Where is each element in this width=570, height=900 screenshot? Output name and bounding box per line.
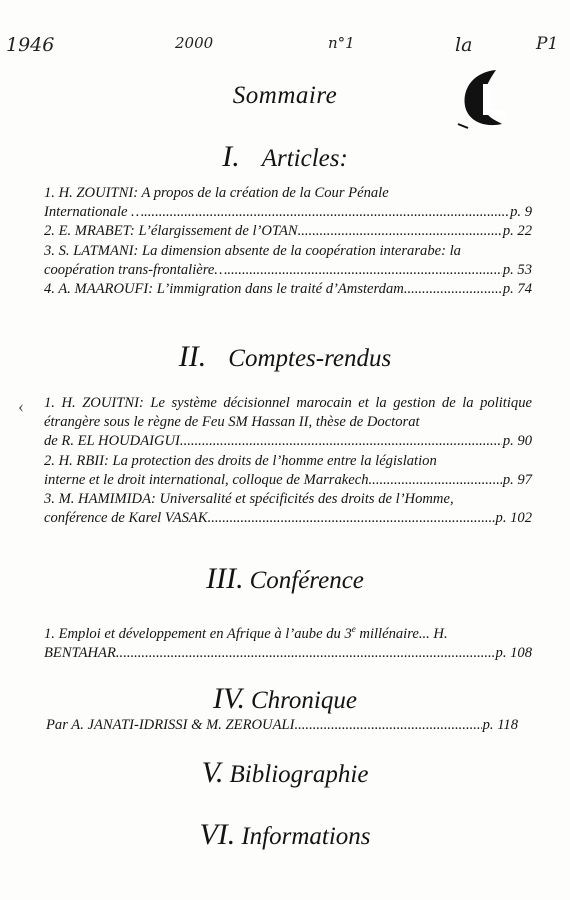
section-title: Comptes-rendus [228, 345, 392, 372]
chronique-list [46, 716, 518, 735]
section-numeral: II. [178, 340, 207, 373]
section-heading-conference [0, 562, 570, 596]
list-item: 3. M. HAMIMIDA: Universalité et spécificités des droits de l’Homme, conférence de Karel VASAK ..... p. 102 [44, 490, 532, 528]
list-item: 1. Emploi et développement en Afrique à l’aube du 3e millénaire... H. BENTAHAR ..... p. 108 [44, 620, 532, 663]
handwritten-mark: la [455, 34, 473, 56]
section-heading-bibliographie [0, 756, 570, 790]
handwritten-page-ref: P1 [536, 34, 559, 54]
section-title: Articles: [261, 145, 348, 172]
section-title: Bibliographie [229, 761, 369, 788]
section-title: Chronique [250, 687, 357, 714]
section-heading-chronique [0, 682, 570, 716]
list-item: 1. H. ZOUITNI: Le système décisionnel marocain et la gestion de la politique étrangère sous le règne de Feu SM Hassan II, thèse de Doctorat de R. EL HOUDAIGUI ..... p. 90 [44, 394, 532, 452]
section-numeral: IV. [213, 682, 245, 715]
conference-list [44, 620, 532, 663]
section-numeral: V. [201, 756, 224, 789]
section-heading-articles [0, 140, 570, 174]
list-item: Par A. JANATI-IDRISSI & M. ZEROUALI ..... p. 118 [46, 716, 518, 735]
list-item: 3. S. LATMANI: La dimension absente de la coopération interarabe: la coopération trans-frontalière… ..... p. 53 [44, 242, 532, 280]
list-item: 1. H. ZOUITNI: A propos de la création de la Cour Pénale Internationale … ..... p. 9 [44, 184, 532, 222]
section-numeral: III. [206, 562, 244, 595]
comptes-rendus-list [44, 394, 532, 528]
list-item: 4. A. MAAROUFI: L’immigration dans le traité d’Amsterdam ..... p. 74 [44, 280, 532, 299]
section-heading-informations [0, 818, 570, 852]
handwritten-issue: n°1 [328, 34, 355, 52]
section-title: Informations [241, 823, 371, 850]
list-item: 2. H. RBII: La protection des droits de l’homme entre la législation interne et le droit international, colloque de Marrakech ..... p. 97 [44, 452, 532, 490]
section-numeral: VI. [199, 818, 236, 851]
articles-list [44, 184, 532, 299]
list-item: 2. E. MRABET: L’élargissement de l’OTAN ..... p. 22 [44, 222, 532, 241]
margin-mark: ‹ [18, 396, 24, 416]
section-heading-comptes-rendus [0, 340, 570, 374]
handwritten-year: 2000 [175, 34, 214, 52]
handwritten-code: 1946 [6, 34, 55, 56]
page-title: Sommaire [232, 82, 338, 109]
section-numeral: I. [222, 140, 240, 173]
section-title: Conférence [249, 567, 364, 594]
